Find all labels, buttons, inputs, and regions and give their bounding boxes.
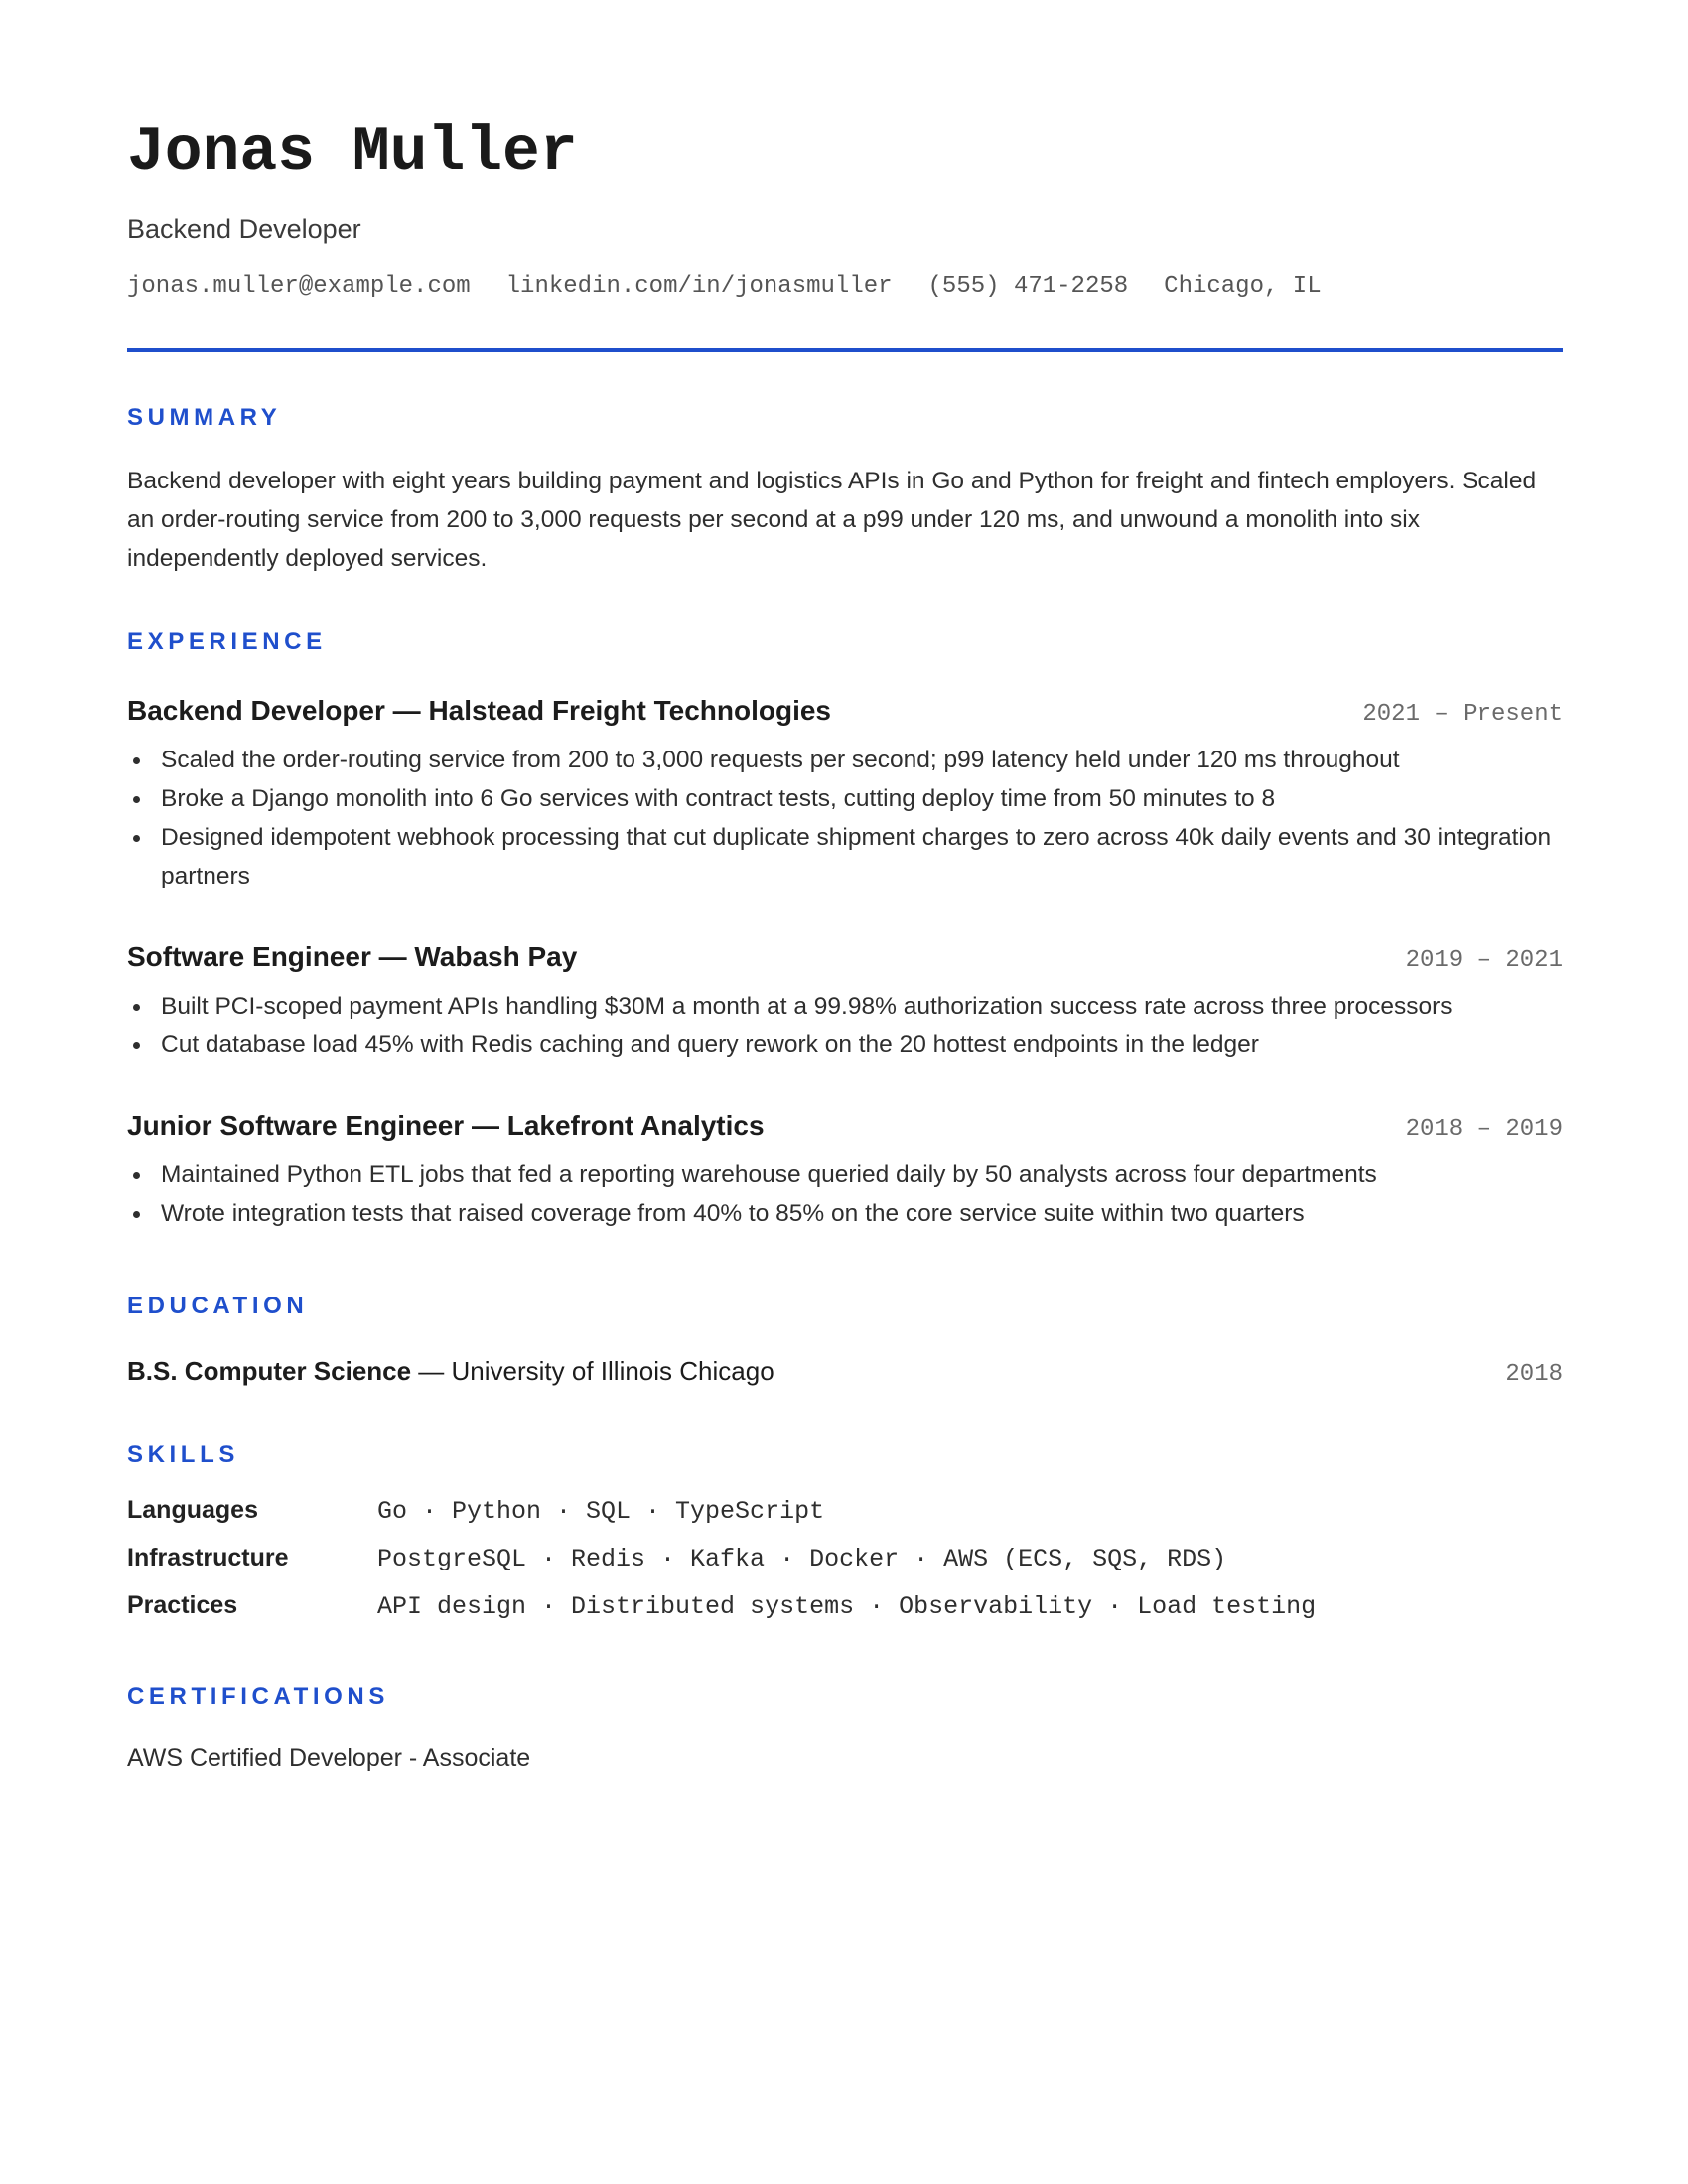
bullet-dot-icon: [133, 1042, 140, 1049]
contact-location: Chicago, IL: [1164, 273, 1322, 300]
bullet-dot-icon: [133, 1211, 140, 1218]
job-title: Backend Developer — Halstead Freight Technologies: [127, 695, 831, 726]
contact-phone: (555) 471-2258: [927, 273, 1129, 300]
section-title-experience: EXPERIENCE: [127, 628, 327, 655]
contact-linkedin: linkedin.com/in/jonasmuller: [505, 273, 893, 300]
summary-text: Backend developer with eight years building payment and logistics APIs in Go and Python for freight and fintech employers. Scaled an order-routing service from 200 to 3,000 requests per second at a p99 under 120 ms, and unwound a monolith into six independently deployed services.: [127, 468, 1537, 572]
job-bullets: [127, 1156, 1563, 1233]
skills-table: [127, 1496, 1563, 1639]
job-bullet: Cut database load 45% with Redis caching and query rework on the 20 hottest endpoints in the ledger: [127, 1025, 1563, 1064]
skill-label: Infrastructure: [127, 1544, 289, 1571]
skill-row: [127, 1544, 1563, 1591]
education-entry: [127, 1353, 1563, 1389]
job-bullet: Designed idempotent webhook processing that cut duplicate shipment charges to zero across 40k daily events and 30 integration partners: [127, 818, 1563, 895]
skill-items: Go · Python · SQL · TypeScript: [377, 1497, 825, 1526]
education-year: 2018: [1505, 1361, 1563, 1388]
header-divider: [127, 348, 1563, 352]
bullet-dot-icon: [133, 1172, 140, 1179]
skill-items: API design · Distributed systems · Observability · Load testing: [377, 1592, 1317, 1621]
job-dates: 2021 – Present: [1362, 701, 1563, 728]
job-bullet: Broke a Django monolith into 6 Go services with contract tests, cutting deploy time from 50 minutes to 8: [127, 779, 1563, 818]
education-degree: B.S. Computer Science: [127, 1356, 412, 1386]
candidate-name: Jonas Muller: [127, 117, 578, 188]
job-bullets: [127, 741, 1563, 895]
section-title-skills: SKILLS: [127, 1441, 239, 1468]
job-dates: 2018 – 2019: [1405, 1116, 1563, 1143]
skill-row: [127, 1591, 1563, 1639]
job-entry: [127, 1107, 1563, 1233]
skill-label: Practices: [127, 1591, 238, 1619]
job-bullets: [127, 987, 1563, 1064]
section-title-summary: SUMMARY: [127, 404, 282, 431]
job-title: Software Engineer — Wabash Pay: [127, 941, 578, 972]
section-title-education: EDUCATION: [127, 1293, 309, 1319]
contact-email: jonas.muller@example.com: [127, 273, 471, 300]
job-entry: [127, 692, 1563, 895]
section-title-certifications: CERTIFICATIONS: [127, 1683, 389, 1709]
bullet-dot-icon: [133, 1004, 140, 1011]
skill-row: [127, 1496, 1563, 1544]
certification-item: AWS Certified Developer - Associate: [127, 1744, 531, 1772]
job-bullet: Wrote integration tests that raised coverage from 40% to 85% on the core service suite within two quarters: [127, 1194, 1563, 1233]
bullet-dot-icon: [133, 796, 140, 803]
contact-line: [127, 270, 1322, 304]
job-dates: 2019 – 2021: [1405, 947, 1563, 974]
job-entry: [127, 938, 1563, 1064]
skill-label: Languages: [127, 1496, 258, 1524]
job-bullet: Scaled the order-routing service from 200 to 3,000 requests per second; p99 latency held under 120 ms throughout: [127, 741, 1563, 779]
education-line: [127, 1353, 774, 1389]
job-bullet: Maintained Python ETL jobs that fed a reporting warehouse queried daily by 50 analysts across four departments: [127, 1156, 1563, 1194]
candidate-role: Backend Developer: [127, 214, 361, 244]
job-title: Junior Software Engineer — Lakefront Analytics: [127, 1110, 765, 1141]
education-school: — University of Illinois Chicago: [411, 1356, 774, 1386]
bullet-dot-icon: [133, 835, 140, 842]
job-bullet: Built PCI-scoped payment APIs handling $30M a month at a 99.98% authorization success rate across three processors: [127, 987, 1563, 1025]
bullet-dot-icon: [133, 757, 140, 764]
skill-items: PostgreSQL · Redis · Kafka · Docker · AWS (ECS, SQS, RDS): [377, 1545, 1227, 1573]
